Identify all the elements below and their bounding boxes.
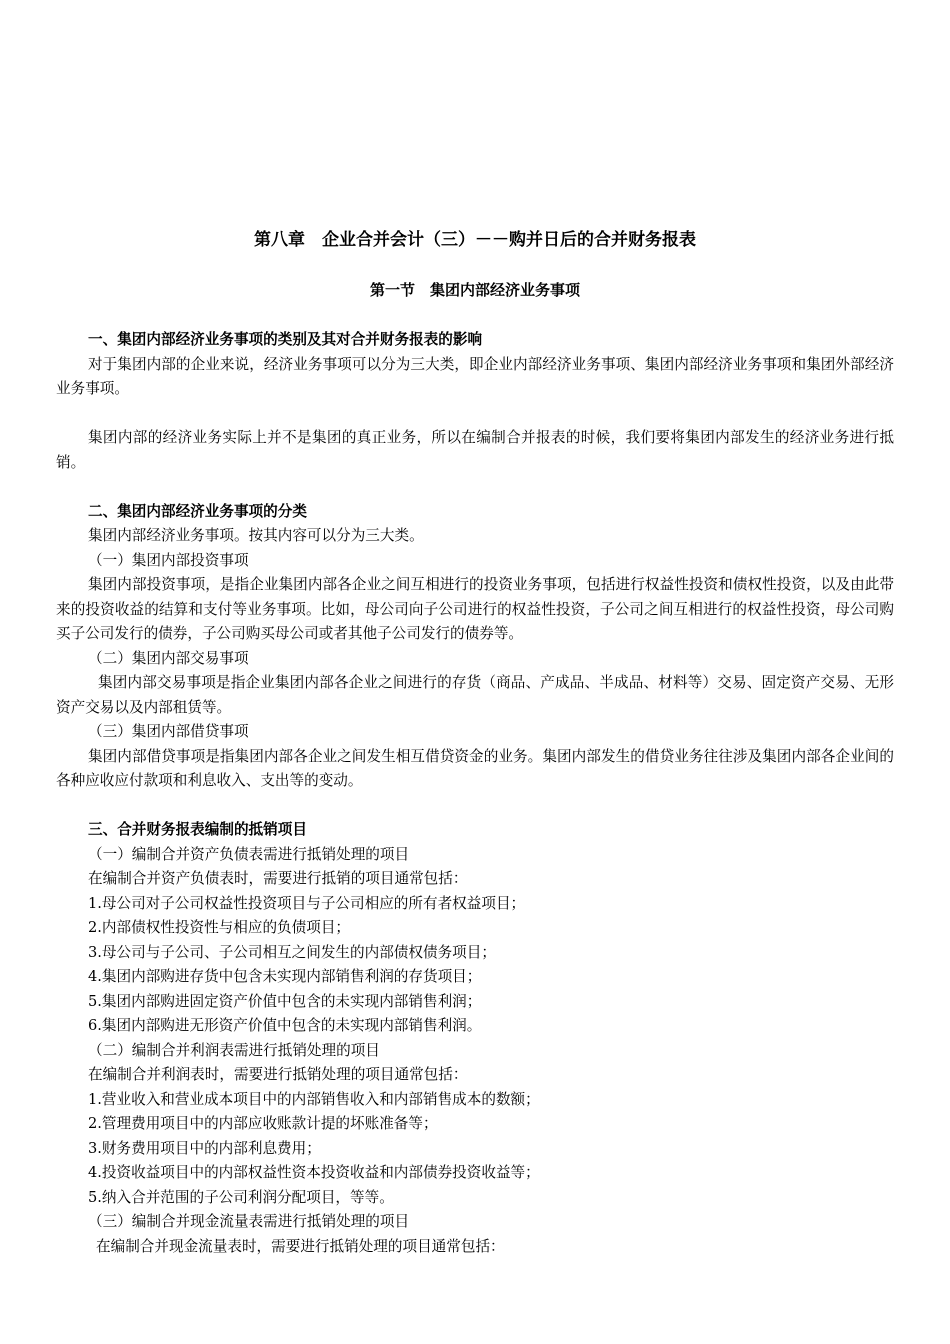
paragraph: 集团内部的经济业务实际上并不是集团的真正业务，所以在编制合并报表的时候，我们要将集团内部发生的经济业务进行抵销。 — [56, 429, 894, 471]
subheading: （一）集团内部投资事项 — [88, 551, 249, 569]
list-item: 2.管理费用项目中的内部应收账款计提的坏账准备等； — [88, 1115, 438, 1132]
blank-line — [56, 475, 894, 500]
list-item: 1.母公司对子公司权益性投资项目与子公司相应的所有者权益项目； — [88, 894, 526, 912]
subheading: （三）集团内部借贷事项 — [88, 723, 249, 740]
paragraph: 对于集团内部的企业来说，经济业务事项可以分为三大类，即企业内部经济业务事项、集团内部经济业务事项和集团外部经济业务事项。 — [56, 355, 894, 397]
list-item: 3.财务费用项目中的内部利息费用； — [88, 1139, 321, 1157]
paragraph: 集团内部投资事项，是指企业集团内部各企业之间互相进行的投资业务事项，包括进行权益性投资和债权性投资，以及由此带来的投资收益的结算和支付等业务事项。比如，母公司向子公司进行的权益性投资，子公司之间互相进行的权益性投资，母公司购买子公司发行的债券，子公司购买母公司或者其他子公司发行的债券等。 — [56, 576, 894, 642]
paragraph: 集团内部借贷事项是指集团内部各企业之间发生相互借贷资金的业务。集团内部发生的借贷业务往往涉及集团内部各企业间的各种应收应付款项和利息收入、支出等的变动。 — [56, 747, 894, 789]
list-item: 3.母公司与子公司、子公司相互之间发生的内部债权债务项目； — [88, 943, 496, 961]
section-title: 第一节 集团内部经济业务事项 — [369, 281, 580, 299]
paragraph: 集团内部交易事项是指企业集团内部各企业之间进行的存货（商品、产成品、半成品、材料等）交易、固定资产交易、无形资产交易以及内部租赁等。 — [56, 674, 894, 716]
list-item: 5.纳入合并范围的子公司利润分配项目，等等。 — [88, 1188, 394, 1206]
subheading: （三）编制合并现金流量表需进行抵销处理的项目 — [88, 1213, 410, 1230]
heading-section-2: 二、集团内部经济业务事项的分类 — [88, 502, 307, 520]
paragraph: 在编制合并资产负债表时，需要进行抵销的项目通常包括： — [88, 870, 468, 887]
list-item: 6.集团内部购进无形资产价值中包含的未实现内部销售利润。 — [88, 1017, 482, 1034]
document-body — [56, 328, 894, 1259]
subheading: （二）集团内部交易事项 — [88, 649, 249, 667]
subheading: （一）编制合并资产负债表需进行抵销处理的项目 — [88, 845, 410, 863]
paragraph: 集团内部经济业务事项。按其内容可以分为三大类。 — [88, 527, 424, 544]
blank-line — [56, 794, 894, 819]
paragraph: 在编制合并利润表时，需要进行抵销处理的项目通常包括： — [88, 1066, 468, 1083]
list-item: 1.营业收入和营业成本项目中的内部销售收入和内部销售成本的数额； — [88, 1090, 540, 1108]
list-item: 5.集团内部购进固定资产价值中包含的未实现内部销售利润； — [88, 992, 482, 1010]
list-item: 4.集团内部购进存货中包含未实现内部销售利润的存货项目； — [88, 968, 482, 985]
paragraph: 在编制合并现金流量表时，需要进行抵销处理的项目通常包括： — [96, 1237, 505, 1255]
list-item: 4.投资收益项目中的内部权益性资本投资收益和内部债券投资收益等； — [88, 1164, 540, 1181]
list-item: 2.内部债权性投资性与相应的负债项目； — [88, 919, 351, 936]
heading-section-3: 三、合并财务报表编制的抵销项目 — [88, 821, 307, 838]
heading-section-1: 一、集团内部经济业务事项的类别及其对合并财务报表的影响 — [88, 331, 483, 348]
blank-line — [56, 402, 894, 427]
subheading: （二）编制合并利润表需进行抵销处理的项目 — [88, 1041, 380, 1059]
chapter-title: 第八章 企业合并会计（三）－－购并日后的合并财务报表 — [254, 230, 696, 250]
